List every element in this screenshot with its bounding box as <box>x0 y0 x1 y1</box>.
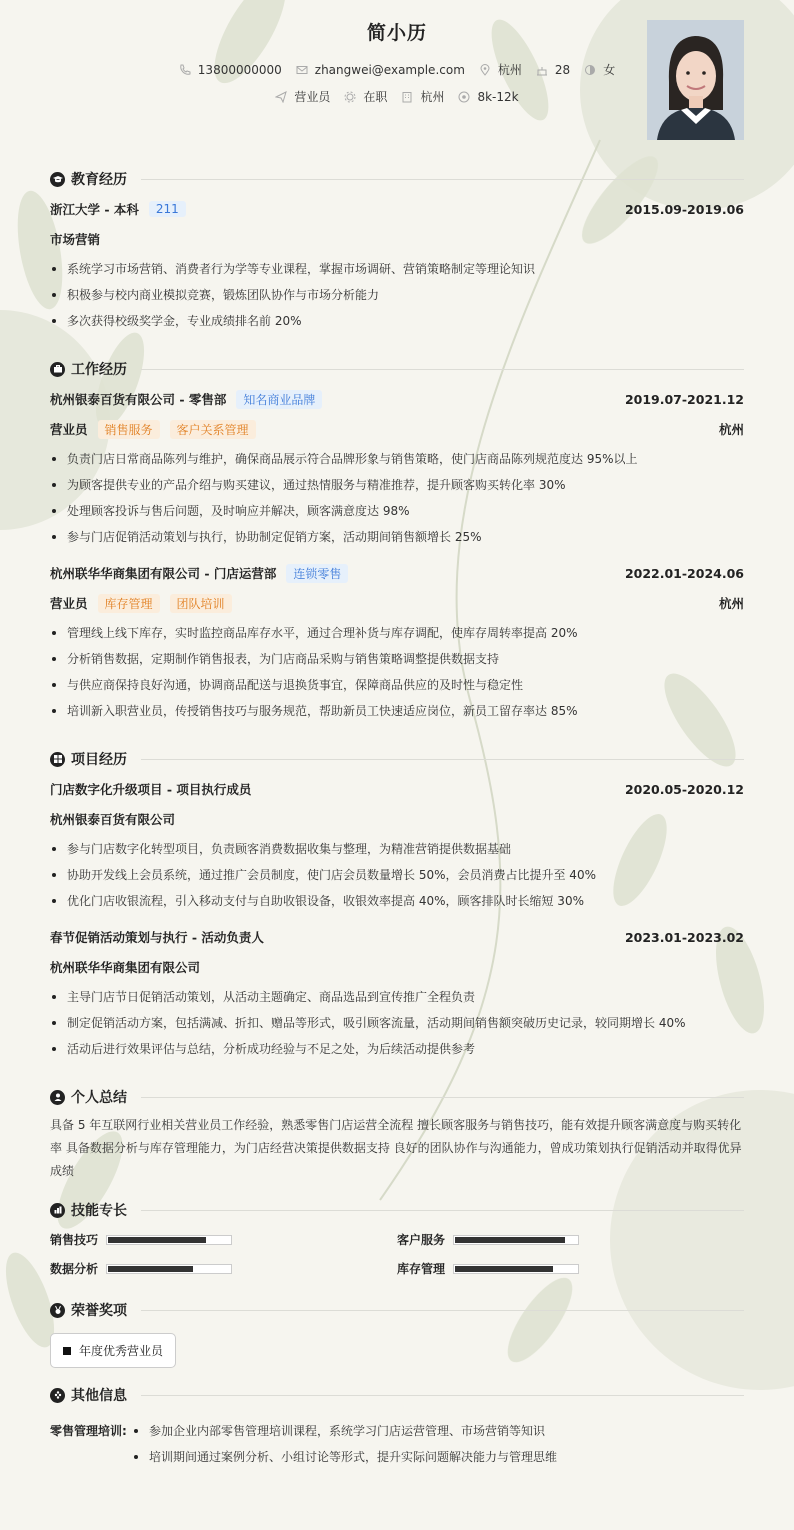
other-header <box>50 1382 744 1408</box>
work-title-row <box>50 386 744 412</box>
salary-text: 8k-12k <box>477 89 519 104</box>
project-name: 门店数字化升级项目 - 项目执行成员 <box>50 782 252 797</box>
section-divider <box>141 1097 744 1098</box>
list-item: 处理顾客投诉与售后问题，及时响应并解决，顾客满意度达 98% <box>50 498 744 524</box>
work-city: 杭州 <box>718 596 744 611</box>
cake-icon <box>536 64 548 76</box>
project-org: 杭州联华华商集团有限公司 <box>50 960 201 975</box>
work-bullets <box>50 446 744 550</box>
project-entry <box>50 924 744 1062</box>
education-title-group <box>50 200 186 218</box>
chart-icon <box>50 1203 65 1218</box>
list-item: 参与门店数字化转型项目，负责顾客消费数据收集与整理，为精准营销提供数据基础 <box>50 836 744 862</box>
project-bullets <box>50 836 744 914</box>
list-item: 活动后进行效果评估与总结，分析成功经验与不足之处，为后续活动提供参考 <box>50 1036 744 1062</box>
status-item <box>344 88 387 105</box>
skill-tag: 销售服务 <box>98 420 160 439</box>
city-item <box>479 61 522 78</box>
project-title-row <box>50 776 744 802</box>
job-intent-row <box>50 88 744 105</box>
candidate-name: 简小历 <box>366 22 427 44</box>
skill-bar-fill <box>455 1237 565 1243</box>
list-item: 与供应商保持良好沟通，协调商品配送与退换货事宜，保障商品供应的及时性与稳定性 <box>50 672 744 698</box>
graduation-cap-icon <box>50 172 65 187</box>
work-date: 2019.07-2021.12 <box>624 391 744 407</box>
section-title: 其他信息 <box>71 1388 127 1404</box>
company-name: 杭州银泰百货有限公司 - 零售部 <box>50 392 227 407</box>
skills-header <box>50 1197 744 1223</box>
skill-tag: 库存管理 <box>98 594 160 613</box>
role: 营业员 <box>50 422 88 437</box>
gear-icon <box>344 91 356 103</box>
company-tag: 知名商业品牌 <box>236 390 322 409</box>
other-label: 零售管理培训: <box>50 1424 127 1438</box>
skills-section <box>50 1197 744 1277</box>
work-section <box>50 356 744 724</box>
work-entry <box>50 386 744 550</box>
list-item: 管理线上线下库存，实时监控商品库存水平，通过合理补货与库存调配，使库存周转率提高 20% <box>50 620 744 646</box>
salary-icon <box>458 91 470 103</box>
role-row <box>50 590 744 616</box>
project-org-row <box>50 806 744 832</box>
phone-text: 13800000000 <box>197 62 282 77</box>
other-bullets <box>132 1418 557 1470</box>
user-icon <box>50 1090 65 1105</box>
send-icon <box>275 91 287 103</box>
skills-grid <box>50 1223 744 1277</box>
summary-header <box>50 1084 744 1110</box>
list-item: 优化门店收银流程，引入移动支付与自助收银设备，收银效率提高 40%，顾客排队时长缩短 30% <box>50 888 744 914</box>
building-icon <box>401 91 413 103</box>
phone-icon <box>179 64 191 76</box>
section-divider <box>141 759 744 760</box>
skill-bar <box>453 1264 579 1274</box>
age-item <box>536 61 570 78</box>
skill-item <box>50 1260 397 1277</box>
mail-icon <box>296 64 308 76</box>
medal-icon <box>50 1303 65 1318</box>
project-name: 春节促销活动策划与执行 - 活动负责人 <box>50 930 264 945</box>
skill-item <box>397 1260 744 1277</box>
skill-name: 库存管理 <box>397 1262 446 1276</box>
award-text: 年度优秀营业员 <box>79 1344 164 1358</box>
work-date: 2022.01-2024.06 <box>624 565 744 581</box>
briefcase-icon <box>50 362 65 377</box>
skill-bar <box>453 1235 579 1245</box>
project-entry <box>50 776 744 914</box>
gender-icon <box>584 64 596 76</box>
target-city-text: 杭州 <box>420 90 445 104</box>
section-title: 项目经历 <box>71 752 127 768</box>
list-item: 参与门店促销活动策划与执行，协助制定促销方案，活动期间销售额增长 25% <box>50 524 744 550</box>
company-name: 杭州联华华商集团有限公司 - 门店运营部 <box>50 566 277 581</box>
section-title: 荣誉奖项 <box>71 1303 127 1319</box>
list-item: 负责门店日常商品陈列与维护，确保商品展示符合品牌形象与销售策略，使门店商品陈列规范度达 95%以上 <box>50 446 744 472</box>
job-item <box>275 88 330 105</box>
age-text: 28 <box>554 62 571 77</box>
section-title: 个人总结 <box>71 1090 127 1106</box>
job-text: 营业员 <box>294 90 331 104</box>
contact-row <box>50 61 744 78</box>
skill-item <box>397 1231 744 1248</box>
city-text: 杭州 <box>497 63 522 77</box>
work-title-row <box>50 560 744 586</box>
honors-header <box>50 1297 744 1323</box>
work-bullets <box>50 620 744 724</box>
work-title-group <box>50 390 322 409</box>
target-city-item <box>401 88 444 105</box>
section-title: 教育经历 <box>71 172 127 188</box>
school-name: 浙江大学 - 本科 <box>50 202 139 217</box>
project-date: 2020.05-2020.12 <box>624 781 744 797</box>
skill-bar-fill <box>108 1266 193 1272</box>
section-divider <box>141 1310 744 1311</box>
work-header <box>50 356 744 382</box>
skill-item <box>50 1231 397 1248</box>
gender-text: 女 <box>603 63 616 77</box>
education-bullets <box>50 256 744 334</box>
project-title-row <box>50 924 744 950</box>
work-city: 杭州 <box>718 422 744 437</box>
info-icon <box>50 1388 65 1403</box>
section-title: 技能专长 <box>71 1203 127 1219</box>
honors-section <box>50 1297 744 1368</box>
list-item: 培训新入职营业员，传授销售技巧与服务规范，帮助新员工快速适应岗位，新员工留存率达 85% <box>50 698 744 724</box>
role-group <box>50 420 256 439</box>
list-item: 分析销售数据，定期制作销售报表，为门店商品采购与销售策略调整提供数据支持 <box>50 646 744 672</box>
list-item: 培训期间通过案例分析、小组讨论等形式，提升实际问题解决能力与管理思维 <box>132 1444 557 1470</box>
skill-name: 数据分析 <box>50 1262 99 1276</box>
other-entry <box>50 1408 744 1470</box>
grid-icon <box>50 752 65 767</box>
list-item: 积极参与校内商业模拟竞赛，锻炼团队协作与市场分析能力 <box>50 282 744 308</box>
summary-text: 具备 5 年互联网行业相关营业员工作经验，熟悉零售门店运营全流程 擅长顾客服务与销售技巧，能有效提升顾客满意度与购买转化率 具备数据分析与库存管理能力，为门店经营决策提供数据支持 良好的团队协作与沟通能力，曾成功策划执行促销活动并取得优异成绩 <box>50 1118 742 1178</box>
projects-section <box>50 746 744 1062</box>
list-item: 协助开发线上会员系统，通过推广会员制度，使门店会员数量增长 50%，会员消费占比提升至 40% <box>50 862 744 888</box>
work-entry <box>50 560 744 724</box>
skill-bar-fill <box>455 1266 553 1272</box>
phone-item <box>179 61 282 78</box>
other-section <box>50 1382 744 1470</box>
skill-name: 销售技巧 <box>50 1233 99 1247</box>
skill-tag: 客户关系管理 <box>170 420 256 439</box>
list-item: 主导门店节日促销活动策划，从活动主题确定、商品选品到宣传推广全程负责 <box>50 984 744 1010</box>
skill-tag: 团队培训 <box>170 594 232 613</box>
skill-bar <box>106 1264 232 1274</box>
status-text: 在职 <box>363 90 388 104</box>
gender-item <box>584 61 615 78</box>
award-badge <box>50 1333 176 1368</box>
major: 市场营销 <box>50 232 101 247</box>
education-header <box>50 166 744 192</box>
list-item: 为顾客提供专业的产品介绍与购买建议，通过热情服务与精准推荐，提升顾客购买转化率 30% <box>50 472 744 498</box>
profile-photo <box>647 20 744 140</box>
salary-item <box>458 88 518 105</box>
project-date: 2023.01-2023.02 <box>624 929 744 945</box>
education-section <box>50 166 744 334</box>
major-row <box>50 226 744 252</box>
projects-header <box>50 746 744 772</box>
skill-bar-fill <box>108 1237 206 1243</box>
summary-section <box>50 1084 744 1183</box>
school-tag: 211 <box>149 201 186 217</box>
resume-header <box>50 0 744 158</box>
role: 营业员 <box>50 596 88 611</box>
project-org: 杭州银泰百货有限公司 <box>50 812 176 827</box>
work-title-group <box>50 564 348 583</box>
role-row <box>50 416 744 442</box>
section-divider <box>141 1395 744 1396</box>
section-title: 工作经历 <box>71 362 127 378</box>
location-icon <box>479 64 491 76</box>
project-bullets <box>50 984 744 1062</box>
section-divider <box>141 179 744 180</box>
skill-name: 客户服务 <box>397 1233 446 1247</box>
section-divider <box>141 369 744 370</box>
education-entry <box>50 196 744 222</box>
section-divider <box>141 1210 744 1211</box>
skill-bar <box>106 1235 232 1245</box>
list-item: 多次获得校级奖学金，专业成绩排名前 20% <box>50 308 744 334</box>
list-item: 系统学习市场营销、消费者行为学等专业课程，掌握市场调研、营销策略制定等理论知识 <box>50 256 744 282</box>
email-text: zhangwei@example.com <box>314 62 465 77</box>
email-item <box>296 61 465 78</box>
list-item: 制定促销活动方案，包括满减、折扣、赠品等形式，吸引顾客流量，活动期间销售额突破历史记录，较同期增长 40% <box>50 1010 744 1036</box>
list-item: 参加企业内部零售管理培训课程，系统学习门店运营管理、市场营销等知识 <box>132 1418 557 1444</box>
company-tag: 连锁零售 <box>286 564 348 583</box>
education-date: 2015.09-2019.06 <box>624 201 744 217</box>
project-org-row <box>50 954 744 980</box>
square-icon <box>63 1347 71 1355</box>
role-group <box>50 594 232 613</box>
